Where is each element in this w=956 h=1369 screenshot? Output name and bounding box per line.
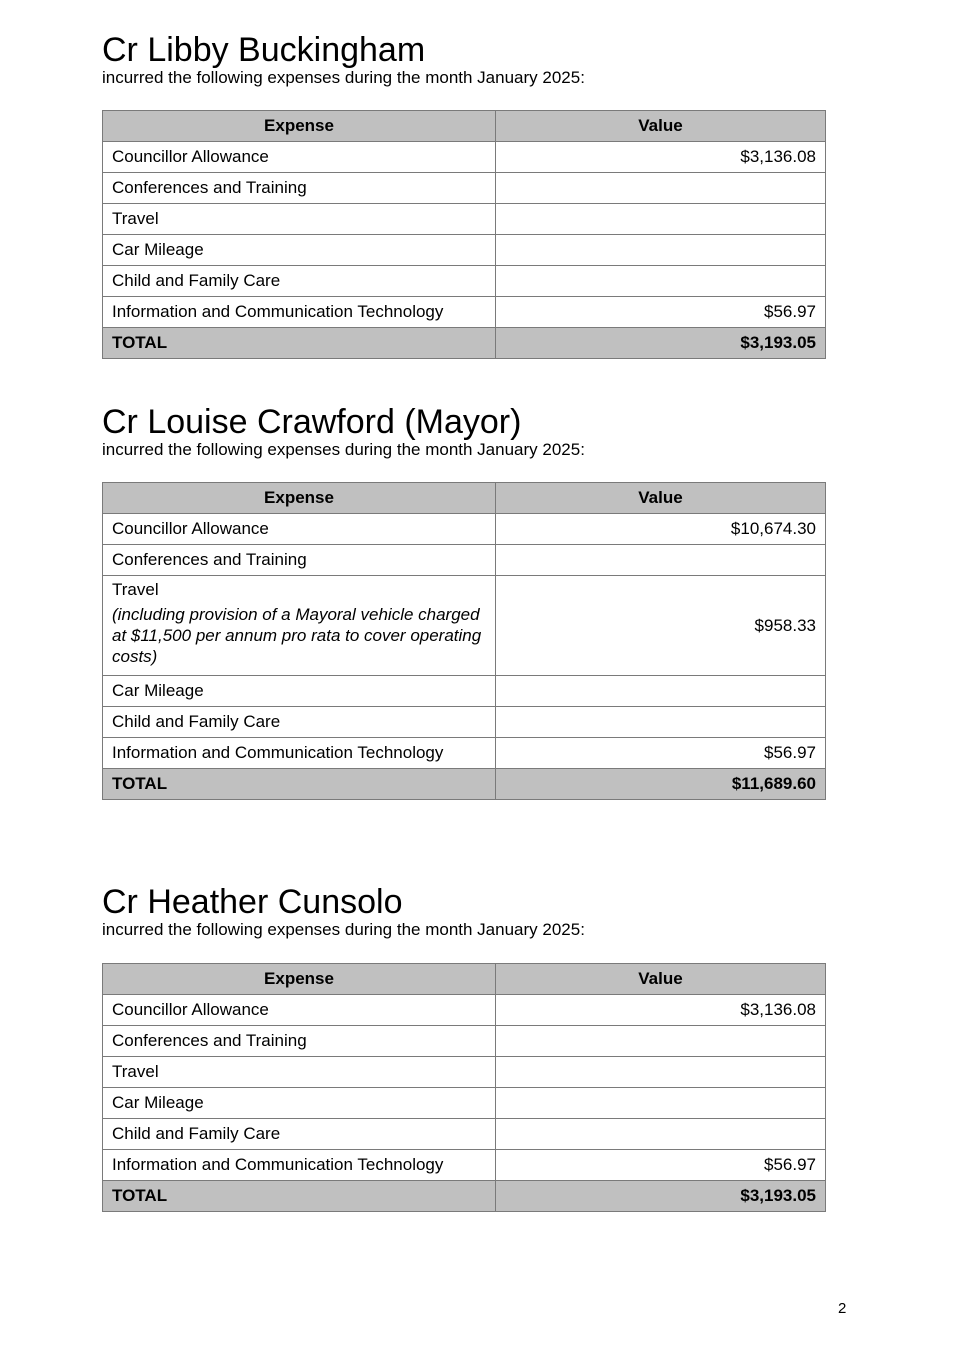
expense-label: Travel	[103, 1057, 496, 1088]
expense-value: $56.97	[496, 1150, 826, 1181]
table-row	[103, 1026, 826, 1057]
header-value: Value	[496, 483, 826, 514]
councillor-name: Cr Heather Cunsolo	[102, 883, 403, 921]
expense-label: Conferences and Training	[103, 545, 496, 576]
table-row	[103, 1119, 826, 1150]
expense-value	[496, 1119, 826, 1150]
header-value: Value	[496, 111, 826, 142]
table-row	[103, 1088, 826, 1119]
expense-value	[496, 266, 826, 297]
expense-label: Child and Family Care	[103, 1119, 496, 1150]
expense-value: $3,136.08	[496, 995, 826, 1026]
table-header-row	[103, 483, 826, 514]
table-row	[103, 738, 826, 769]
table-row	[103, 266, 826, 297]
total-value: $3,193.05	[496, 328, 826, 359]
section-subtitle: incurred the following expenses during the month January 2025:	[102, 920, 585, 939]
table-row	[103, 995, 826, 1026]
expense-label: Information and Communication Technology	[103, 297, 496, 328]
table-row	[103, 707, 826, 738]
councillor-name: Cr Libby Buckingham	[102, 31, 426, 69]
table-row	[103, 297, 826, 328]
councillor-section-crawford	[102, 403, 826, 793]
expense-label: Conferences and Training	[103, 1026, 496, 1057]
expense-table	[102, 963, 826, 1212]
expense-label: Travel	[112, 580, 159, 599]
table-row	[103, 576, 826, 676]
header-expense: Expense	[103, 483, 496, 514]
expense-label-with-note	[103, 576, 496, 676]
expense-value: $56.97	[496, 738, 826, 769]
table-header-row	[103, 964, 826, 995]
table-row	[103, 1057, 826, 1088]
header-expense: Expense	[103, 964, 496, 995]
expense-value	[496, 1088, 826, 1119]
expense-value	[496, 676, 826, 707]
expense-value	[496, 204, 826, 235]
expense-value	[496, 545, 826, 576]
expense-value: $3,136.08	[496, 142, 826, 173]
table-row	[103, 1150, 826, 1181]
total-label: TOTAL	[103, 328, 496, 359]
total-value: $3,193.05	[496, 1181, 826, 1212]
table-row	[103, 173, 826, 204]
expense-label: Information and Communication Technology	[103, 1150, 496, 1181]
expense-label: Car Mileage	[103, 1088, 496, 1119]
table-row	[103, 514, 826, 545]
expense-label: Car Mileage	[103, 676, 496, 707]
councillor-section-cunsolo	[102, 883, 826, 1205]
expense-label: Child and Family Care	[103, 266, 496, 297]
total-label: TOTAL	[103, 769, 496, 800]
section-subtitle: incurred the following expenses during the month January 2025:	[102, 440, 585, 459]
table-row	[103, 676, 826, 707]
section-subtitle: incurred the following expenses during the month January 2025:	[102, 68, 585, 87]
expense-value	[496, 1026, 826, 1057]
expense-label: Child and Family Care	[103, 707, 496, 738]
councillor-name: Cr Louise Crawford (Mayor)	[102, 403, 522, 441]
expense-value	[496, 707, 826, 738]
page-number: 2	[838, 1300, 847, 1317]
expense-value: $958.33	[496, 576, 826, 676]
councillor-section-buckingham	[102, 31, 826, 352]
expense-label: Conferences and Training	[103, 173, 496, 204]
expense-value	[496, 235, 826, 266]
total-row	[103, 1181, 826, 1212]
expense-label: Councillor Allowance	[103, 514, 496, 545]
table-row	[103, 204, 826, 235]
table-row	[103, 545, 826, 576]
expense-note: (including provision of a Mayoral vehicle charged at $11,500 per annum pro rata to cover operating costs)	[112, 605, 482, 666]
table-row	[103, 142, 826, 173]
expense-label: Car Mileage	[103, 235, 496, 266]
expense-value	[496, 173, 826, 204]
expense-value: $10,674.30	[496, 514, 826, 545]
total-row	[103, 769, 826, 800]
expense-table	[102, 110, 826, 359]
expense-table	[102, 482, 826, 800]
total-value: $11,689.60	[496, 769, 826, 800]
expense-label: Information and Communication Technology	[103, 738, 496, 769]
total-row	[103, 328, 826, 359]
total-label: TOTAL	[103, 1181, 496, 1212]
expense-value: $56.97	[496, 297, 826, 328]
expense-label: Travel	[103, 204, 496, 235]
header-expense: Expense	[103, 111, 496, 142]
table-row	[103, 235, 826, 266]
expense-label: Councillor Allowance	[103, 142, 496, 173]
table-header-row	[103, 111, 826, 142]
header-value: Value	[496, 964, 826, 995]
expense-label: Councillor Allowance	[103, 995, 496, 1026]
expense-value	[496, 1057, 826, 1088]
